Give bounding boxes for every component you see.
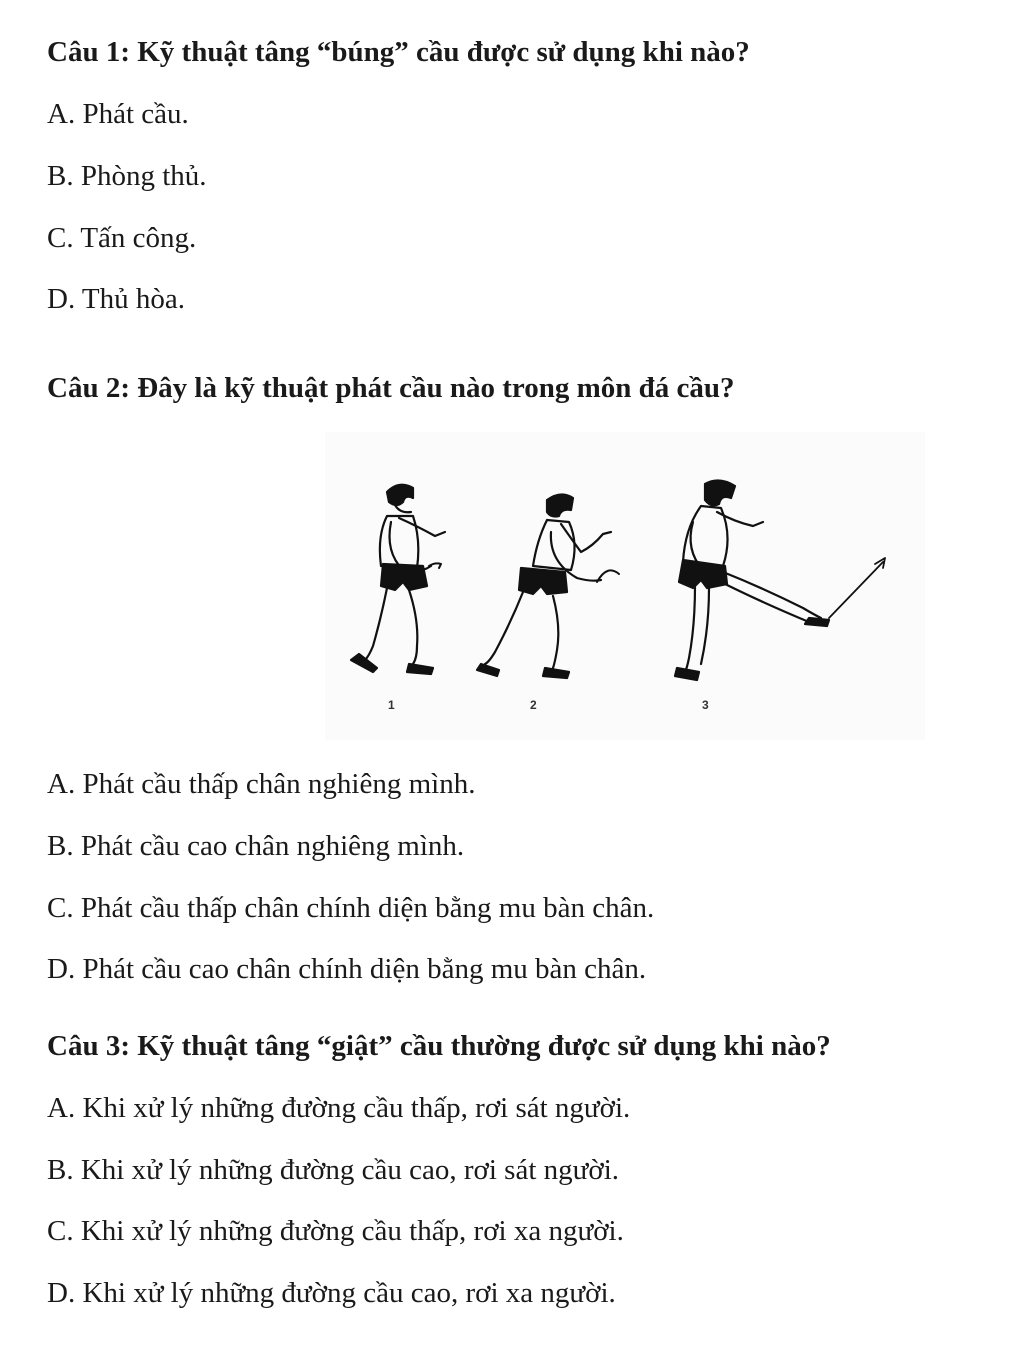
question-2-title: Câu 2: Đây là kỹ thuật phát cầu nào trong môn đá cầu?	[47, 372, 735, 404]
frame-label-1: 1	[388, 698, 395, 712]
player-figure-1	[351, 485, 445, 674]
question-1-title: Câu 1: Kỹ thuật tâng “búng” cầu được sử dụng khi nào?	[47, 36, 750, 68]
question-2-option-d[interactable]: D. Phát cầu cao chân chính diện bằng mu bàn chân.	[47, 953, 647, 985]
frame-label-2: 2	[530, 698, 537, 712]
kick-technique-illustration	[325, 432, 925, 740]
question-3-title: Câu 3: Kỹ thuật tâng “giật” cầu thường được sử dụng khi nào?	[47, 1030, 831, 1062]
question-3-option-a[interactable]: A. Khi xử lý những đường cầu thấp, rơi sát người.	[47, 1092, 631, 1124]
question-2-option-c[interactable]: C. Phát cầu thấp chân chính diện bằng mu bàn chân.	[47, 892, 655, 924]
question-2-option-b[interactable]: B. Phát cầu cao chân nghiêng mình.	[47, 830, 465, 862]
frame-label-3: 3	[702, 698, 709, 712]
question-3-option-b[interactable]: B. Khi xử lý những đường cầu cao, rơi sát người.	[47, 1154, 619, 1186]
question-1-option-b[interactable]: B. Phòng thủ.	[47, 160, 207, 192]
question-1-option-d[interactable]: D. Thủ hòa.	[47, 283, 186, 315]
question-2-option-a[interactable]: A. Phát cầu thấp chân nghiêng mình.	[47, 768, 476, 800]
player-figure-2	[477, 494, 619, 678]
player-figure-3	[675, 480, 885, 680]
question-3-option-d[interactable]: D. Khi xử lý những đường cầu cao, rơi xa người.	[47, 1277, 616, 1309]
question-1-option-a[interactable]: A. Phát cầu.	[47, 98, 189, 130]
question-3-option-c[interactable]: C. Khi xử lý những đường cầu thấp, rơi xa người.	[47, 1215, 624, 1247]
question-1-option-c[interactable]: C. Tấn công.	[47, 222, 197, 254]
kick-sequence-drawing	[325, 432, 925, 740]
